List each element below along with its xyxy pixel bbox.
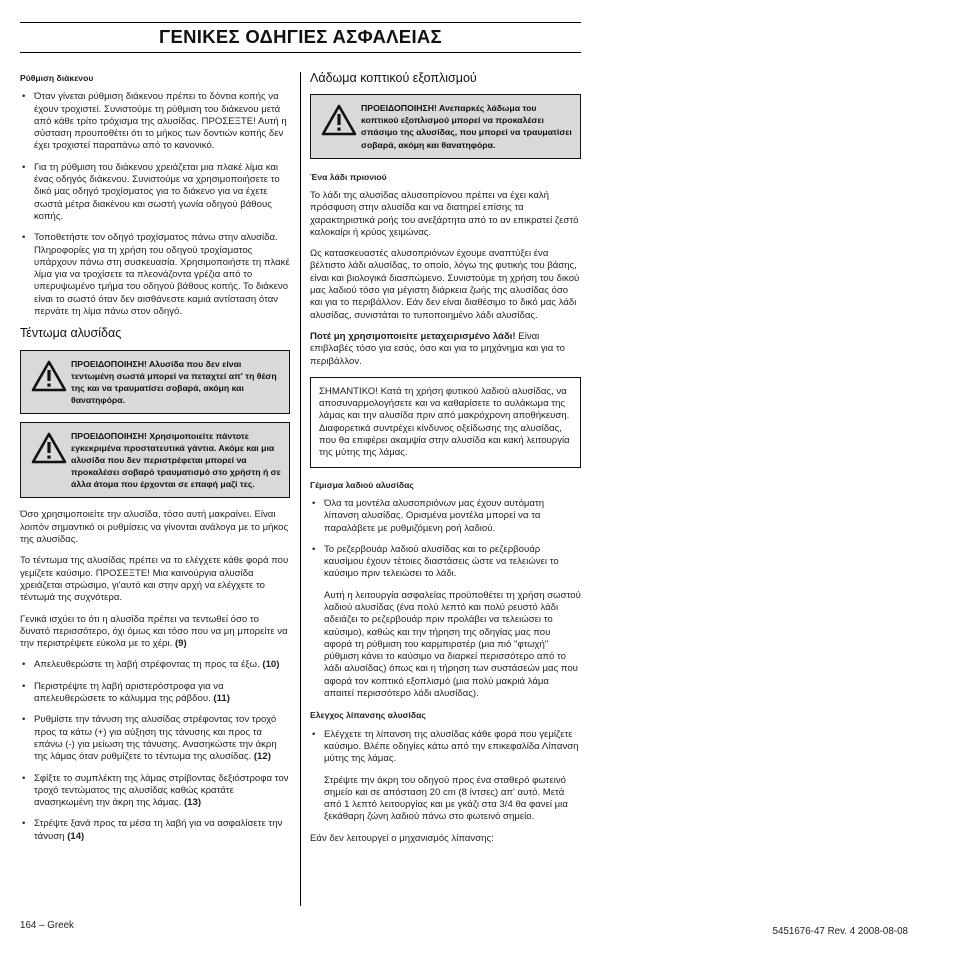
figure-ref: (10)	[262, 659, 280, 671]
list-item: • Τοποθετήστε τον οδηγό τροχίσματος πάνω στην αλυσίδα. Πληροφορίες για τη χρήση του οδηγού τροχίσματος υπάρχουν πάνω στη συσκευασία. Χρησιμοποιήστε τη πλακέ λίμα για να τροχίσετε τα πλεονάζοντα γρέζια από το υπερυψωμένο τμήμα του οδηγού βάθους κοπής. Το διάκενο είναι το σωστό όταν δεν αισθάνεστε καμιά αντίσταση όταν περνάτε τη λίμα πάνω στον οδηγό.	[20, 232, 290, 318]
important-note-box: ΣΗΜΑΝΤΙΚΟ! Κατά τη χρήση φυτικού λαδιού αλυσίδας, να αποσυναρμολογήσετε και να καθαρίσετε το αυλάκωμα της λάμας και την αλυσίδα πριν από μακρόχρονη αποθήκευση. Διαφορετικά συντρέχει κίνδυνος οξείδωσης της αλυσίδας, που θα επιφέρει ακαμψία στην αλυσίδα και κακή λειτουργία της μύτης της λάμας.	[310, 377, 581, 468]
step-text: Απελευθερώστε τη λαβή στρέφοντας τη προς τα έξω.	[34, 659, 260, 671]
figure-ref: (11)	[213, 693, 230, 705]
list-item	[20, 681, 290, 706]
paragraph: Εάν δεν λειτουργεί ο μηχανισμός λίπανσης:	[310, 832, 494, 844]
list-item	[20, 659, 290, 671]
paragraph: Όσο χρησιμοποιείτε την αλυσίδα, τόσο αυτή μακραίνει. Είναι λοιπόν σημαντικό οι ρυθμίσεις να γίνονται ανάλογα με το μήκος της αλυσίδας.	[20, 509, 289, 546]
section-heading-lube-check: Ελεγχος λίπανσης αλυσίδας	[310, 710, 426, 721]
step-text: Περιστρέψτε τη λαβή αριστερόστροφα για να απελευθερώσετε το κάλυμμα της ράβδου.	[34, 680, 224, 705]
section-heading-oil-fill: Γέμισμα λαδιού αλυσίδας	[310, 479, 414, 490]
top-rule	[20, 22, 581, 23]
list-item: • Όλα τα μοντέλα αλυσοπριόνων μας έχουν αυτόματη λίπανση αλυσίδας. Ορισμένα μοντέλα μπορεί να τα παραλάβετε με ρυθμιζόμενη ροή λαδιού.	[310, 498, 581, 535]
list-item	[20, 773, 290, 810]
paragraph	[310, 331, 581, 368]
figure-ref: (14)	[67, 830, 85, 842]
page-number: 164 – Greek	[20, 920, 74, 931]
paragraph: Στρέψτε την άκρη του οδηγού προς ένα σταθερό φωτεινό σημείο και σε απόσταση 20 cm (8 ίντσες) απ' αυτό. Μετά από 1 λεπτό λειτουργίας και με γκάζι στα 3/4 θα φανεί μια ξεκάθαρη ζώνη λαδιού πάνω στο φωτεινό σημείο.	[324, 774, 568, 823]
warning-box	[20, 350, 290, 414]
warning-triangle-icon	[27, 358, 71, 392]
step-text: Σφίξτε το συμπλέκτη της λάμας στρίβοντας δεξιόστροφα τον τροχό τεντώματος της αλυσίδας καθώς κρατάτε ανασηκωμένη την άκρη της λάμας.	[34, 772, 289, 809]
list-item	[20, 818, 290, 843]
column-divider	[300, 72, 301, 906]
paragraph: Το τέντωμα της αλυσίδας πρέπει να το ελέγχετε κάθε φορά που γεμίζετε καύσιμο. ΠΡΟΣΕΞΤΕ! Μια καινούργια αλυσίδα χρειάζεται στρώσιμο, γι'αυτό και στην αρχή να ελέγχετε το τέντωμά της συχνότερα.	[20, 555, 289, 604]
warning-text: ΠΡΟΕΙΔΟΠΟΙΗΣΗ! Χρησιμοποιείτε πάντοτε εγκεκριμένα προστατευτικά γάντια. Ακόμε και μια αλυσίδα που δεν περιστρέφεται μπορεί να προκαλέσει σοβαρό τραυματισμό στο χρήστη ή σε άλλα άτομα που έρχονται σε επαφή μαζί τες.	[71, 431, 281, 490]
section-heading-chain-oil: Ένα λάδι πριονιού	[310, 171, 387, 182]
paragraph: Αυτή η λειτουργία ασφαλείας προϋποθέτει τη χρήση σωστού λαδιού αλυσίδας (ένα πολύ λεπτό και πολύ ρευστό λάδι αδειάζει το ρεζερβουάρ πριν προλάβει να τελειώσει το καύσιμο), καθώς και την τήρηση της οδηγίας μας που αφορά τη ρύθμιση του καρμπιρατέρ (μια πιό "φτωχή" ρύθμιση κάνει το καύσιμο να διαρκεί περισσότερο από το λάδι αλυσίδας) όπως και η τήρηση των συστάσεών μας που αφορά τον κοπτικό εξοπλισμό (μια πολύ μακριά λάμα απαιτεί περισσότερο λάδι αλυσίδας).	[324, 589, 581, 700]
warning-text: ΠΡΟΕΙΔΟΠΟΙΗΣΗ! Αλυσίδα που δεν είναι τεντωμένη σωστά μπορεί να πεταχτεί απ' τη θέση της και να τραυματίσει σοβαρά, ακόμη και θανατηφόρα.	[71, 358, 277, 405]
paragraph	[20, 614, 290, 651]
list-item	[20, 714, 290, 763]
list-item: • Το ρεζερβουάρ λαδιού αλυσίδας και το ρεζερβουάρ καυσίμου έχουν τέτοιες διαστάσεις ώστε να τελειώνει το καύσιμο πριν τελειώσει το λάδι.	[310, 544, 581, 581]
tension-steps-list	[20, 659, 290, 843]
list-item: • Για τη ρύθμιση του διάκενου χρειάζεται μια πλακέ λίμα και ένας οδηγός διάκενου. Συνιστούμε να χρησιμοποιήσετε το δικό μας οδηγό τροχίσματος για το διάκενο για να έχετε σωστά μέτρα διακένου και σωστή γωνία οδηγού βάθους κοπής.	[20, 162, 290, 223]
section-heading-lubrication: Λάδωμα κοπτικού εξοπλισμού	[310, 71, 477, 85]
list-item: • Ελέγχετε τη λίπανση της αλυσίδας κάθε φορά που γεμίζετε καύσιμο. Βλέπε οδηγίες κάτω από την επικεφαλίδα Λίπανση μύτης της λάμας.	[310, 729, 581, 766]
paragraph: Ως κατασκευαστές αλυσοπριόνων έχουμε αναπτύξει ένα βέλτιστο λάδι αλυσίδας, το οποίο, λόγω της φυτικής του βάσης, είναι και βιολογικά διασπώμενο. Συνιστούμε τη χρήση του δικού μας λαδιού τόσο για μέγιστη διάρκεια ζωής της αλυσίδας όσο και για το περιβάλλον. Εάν δεν είναι διαθέσιμο το δικό μας λάδι αλυσίδας, συνιστάται το τυποποιημένο λάδι αλυσίδας.	[310, 248, 580, 321]
lube-check-list	[310, 729, 581, 766]
oil-fill-list	[310, 498, 581, 581]
warning-text: ΠΡΟΕΙΔΟΠΟΙΗΣΗ! Ανεπαρκές λάδωμα του κοπτικού εξοπλισμού μπορεί να προκαλέσει σπάσιμο της αλυσίδας, που μπορεί να τραυματίσει σοβαρά, ακόμη και θανατηφόρα.	[361, 103, 572, 150]
section-heading-chain-tension: Τέντωμα αλυσίδας	[20, 326, 122, 341]
warning-box	[310, 94, 581, 158]
warning-box	[20, 422, 290, 498]
warning-triangle-icon	[317, 102, 361, 136]
figure-ref: (12)	[253, 751, 271, 763]
paragraph-text: Γενικά ισχύει το ότι η αλυσίδα πρέπει να τεντωθεί όσο το δυνατό περισσότερο, όχι όμως και τόσο που να μη μπορείτε να την περιστρέψετε εύκολα με το χέρι.	[20, 613, 288, 650]
section-heading-gap-adjust: Ρύθμιση διάκενου	[20, 73, 94, 83]
title-rule	[20, 52, 581, 53]
list-item: • Όταν γίνεται ρύθμιση διάκενου πρέπει το δόντια κοπής να έχουν τροχιστεί. Συνιστούμε τη ρύθμιση του διάκενου μετά από κάθε τρίτο τρόχισμα της αλυσίδας. ΠΡΟΣΕΞΤΕ! Αυτή η σύσταση προυποθέτει ότι το μήκος των δοντιών κοπής δεν έχει τροχιστεί παραπάνω από το κανονικό.	[20, 91, 290, 152]
left-column	[20, 72, 290, 852]
page-title: ΓΕΝΙΚΕΣ ΟΔΗΓΙΕΣ ΑΣΦΑΛΕΙΑΣ	[159, 26, 442, 47]
right-column	[310, 72, 581, 854]
document-revision: 5451676-47 Rev. 4 2008-08-08	[772, 926, 908, 937]
figure-ref: (9)	[174, 638, 187, 650]
bold-warning-text: Ποτέ μη χρησιμοποιείτε μεταχειρισμένο λάδι!	[310, 330, 516, 342]
step-text: Ρυθμίστε την τάνυση της αλυσίδας στρέφοντας τον τροχό προς τα κάτω (+) για αύξηση της τάνυσης και προς τα επάνω (-) για μείωση της τάνυσης. Ανασηκώστε την άκρη της λάμας όταν ρυθμίζετε το τέντωμα της αλυσίδας.	[34, 714, 277, 763]
paragraph: Το λάδι της αλυσίδας αλυσοπρίονου πρέπει να έχει καλή πρόσφυση στην αλυσίδα και να διατηρεί επίσης τα χαρακτηριστικά ροής του ανεξάρτητα από το αν επικρατεί ζεστό καλοκαίρι ή κρύος χειμώνας.	[310, 189, 579, 238]
gap-adjust-list	[20, 91, 290, 318]
figure-ref: (13)	[183, 797, 202, 809]
step-text: Στρέψτε ξανά προς τα μέσα τη λαβή για να ασφαλίσετε την τάνυση	[34, 818, 283, 842]
warning-triangle-icon	[27, 430, 71, 464]
paragraph-text: Είναι επιβλαβές τόσο για εσάς, όσο και για το μηχάνημα και για το περιβάλλον.	[310, 330, 566, 367]
